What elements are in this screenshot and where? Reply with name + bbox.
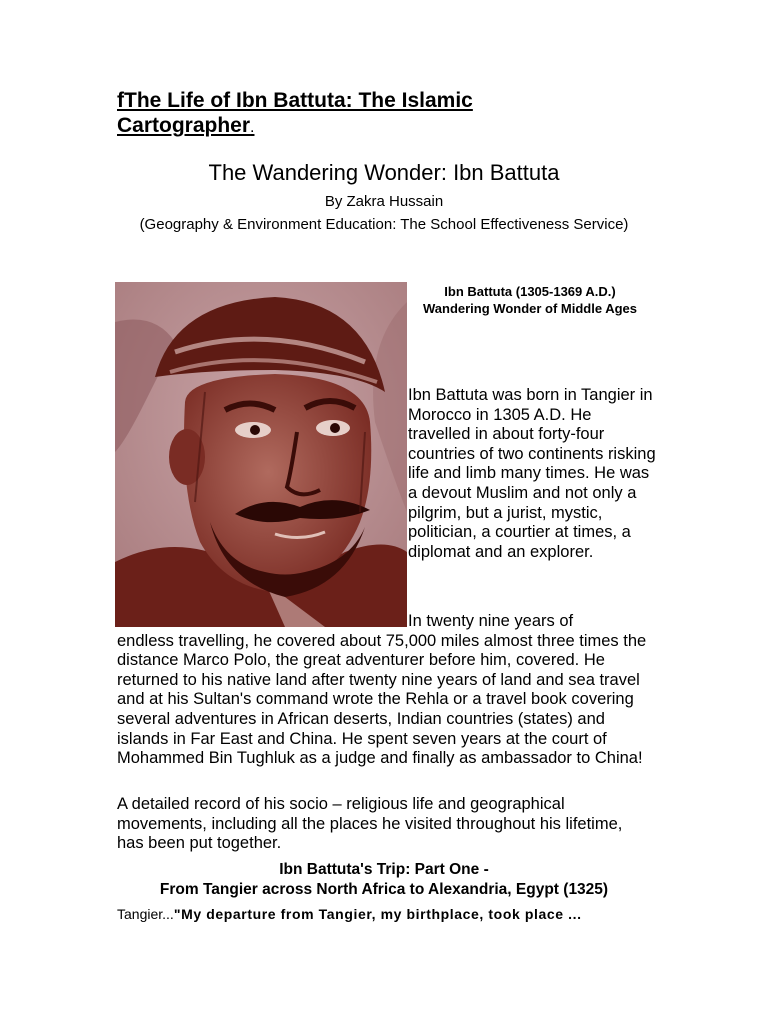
travel-paragraph-body: endless travelling, he covered about 75,000 miles almost three times the distance Marco Polo, the great adventurer before him, covered. He returned to his native land after twenty nine years of land and sea travel and at his Sultan's command wrote the Rehla or a travel book covering several adventures in African deserts, Indian countries (states) and islands in Far East and China. He spent seven years at the court of Mohammed Bin Tughluk as a judge and finally as ambassador to China! (117, 631, 647, 768)
quote-line (117, 905, 677, 923)
quote-place: Tangier... (117, 906, 174, 922)
section-heading (100, 860, 668, 900)
author-affiliation: (Geography & Environment Education: The School Effectiveness Service) (139, 216, 629, 233)
document-title: fThe Life of Ibn Battuta: The Islamic Cartographer. (117, 89, 473, 137)
section-heading-line2: From Tangier across North Africa to Alexandria, Egypt (1325) (159, 881, 609, 898)
travel-paragraph-lead: In twenty nine years of (408, 612, 574, 630)
article-subtitle: The Wandering Wonder: Ibn Battuta (208, 160, 560, 185)
record-paragraph: A detailed record of his socio – religious life and geographical movements, including all the places he visited throughout his lifetime, has been put together. (117, 795, 623, 853)
quote-text: "My departure from Tangier, my birthplace, took place ... (173, 906, 582, 922)
author-byline: By Zakra Hussain (324, 193, 444, 210)
portrait-caption: Ibn Battuta (1305-1369 A.D.) Wandering Wonder of Middle Ages (422, 284, 638, 316)
travel-paragraph (117, 612, 650, 769)
section-heading-line1: Ibn Battuta's Trip: Part One - (279, 861, 489, 878)
ibn-battuta-portrait (115, 282, 407, 627)
intro-paragraph: Ibn Battuta was born in Tangier in Morocco in 1305 A.D. He travelled in about forty-four countries of two continents risking life and limb many times. He was a devout Muslim and not only a pilgrim, but a jurist, mystic, politician, a courtier at times, a diplomat and an explorer. (408, 386, 656, 561)
